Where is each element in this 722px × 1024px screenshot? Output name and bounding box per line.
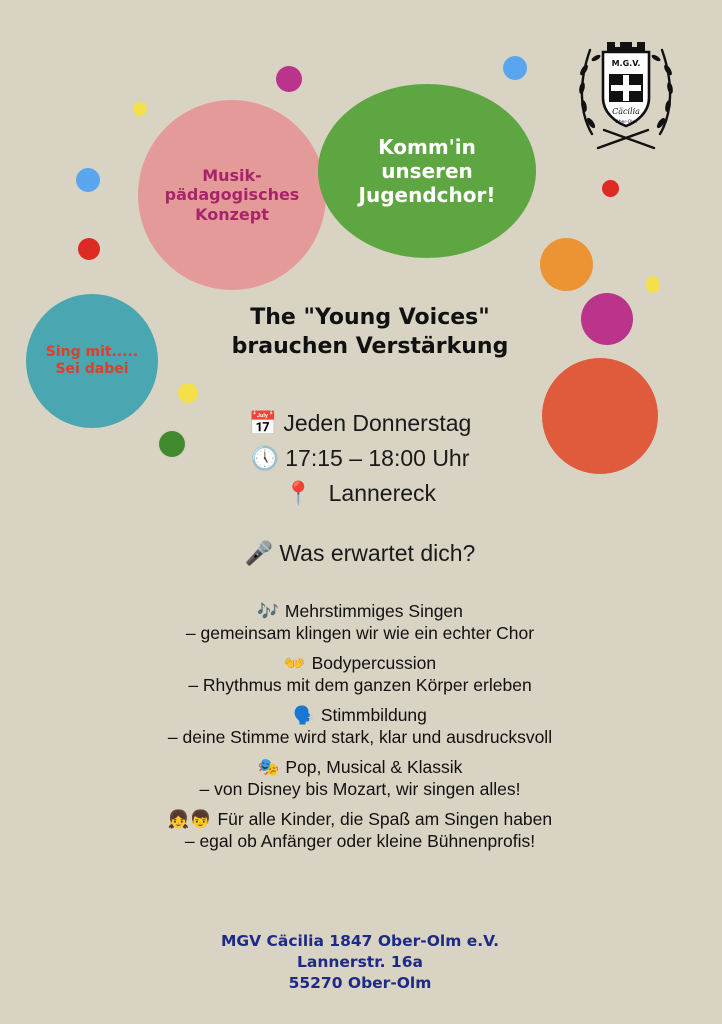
bubble-sing-along: Sing mit..... Sei dabei (26, 294, 158, 428)
bubble-join-choir: Komm'in unseren Jugendchor! (318, 84, 536, 258)
footer-city: 55270 Ober-Olm (288, 973, 432, 992)
footer-org: MGV Cäcilia 1847 Ober-Olm e.V. (220, 932, 500, 950)
headline (150, 303, 590, 361)
headline-line2: brauchen Verstärkung (231, 334, 509, 360)
feature-item (80, 809, 640, 852)
pin-icon: 📍 (283, 480, 313, 506)
decor-dot-yellow-right (646, 276, 660, 293)
section-title-text: Was erwartet dich? (279, 540, 476, 566)
children-icon: 👧👦 (167, 809, 212, 830)
feature-title: Stimmbildung (320, 705, 427, 726)
feature-item (80, 601, 640, 644)
feature-desc: – deine Stimme wird stark, klar und ausdrucksvoll (167, 726, 553, 747)
open-hands-icon: 👐 (283, 653, 306, 674)
feature-item (80, 705, 640, 748)
footer-street: Lannerstr. 16a (297, 952, 423, 971)
schedule-day-text: Jeden Donnerstag (283, 410, 472, 436)
schedule-day (150, 410, 570, 437)
schedule-time (150, 445, 570, 472)
feature-desc: – egal ob Anfänger oder kleine Bühnenprofis! (184, 830, 536, 851)
decor-dot-yellow-left (133, 102, 147, 116)
clock-icon: 🕔 (250, 445, 280, 471)
feature-desc: – gemeinsam klingen wir wie ein echter Chor (185, 622, 535, 643)
theater-masks-icon: 🎭 (257, 757, 280, 778)
speaking-head-icon: 🗣️ (293, 705, 315, 726)
decor-dot-red-right (602, 180, 619, 197)
logo-place: Ober-Olm (615, 120, 637, 125)
logo-top-text: M.G.V. (611, 59, 641, 68)
feature-list (80, 601, 640, 861)
choir-logo (574, 34, 678, 150)
section-title (150, 540, 570, 567)
logo-name: Cäcilia (612, 107, 640, 116)
feature-desc: – Rhythmus mit dem ganzen Körper erleben (188, 674, 532, 695)
decor-dot-blue-top (503, 56, 527, 80)
feature-title: Für alle Kinder, die Spaß am Singen haben (217, 809, 553, 830)
decor-dot-magenta-top (276, 66, 302, 92)
decor-dot-yellow-mid (178, 383, 198, 403)
headline-line1: The "Young Voices" (250, 305, 490, 330)
microphone-icon: 🎤 (244, 540, 274, 566)
schedule-place-text: Lannereck (328, 480, 437, 506)
schedule-time-text: 17:15 – 18:00 Uhr (285, 445, 470, 471)
music-notes-icon: 🎶 (257, 601, 279, 621)
feature-desc: – von Disney bis Mozart, wir singen alles! (199, 778, 521, 799)
decor-dot-blue-left (76, 168, 100, 192)
feature-title: Bodypercussion (311, 653, 437, 674)
decor-dot-red-left (78, 238, 100, 260)
decor-bubble-orange (540, 238, 593, 291)
calendar-icon: 📅 (248, 410, 278, 436)
bubble-music-concept: Musik- pädagogisches Konzept (138, 100, 326, 290)
feature-item (80, 757, 640, 800)
feature-title: Pop, Musical & Klassik (285, 757, 463, 778)
feature-item (80, 653, 640, 696)
footer-address (200, 931, 520, 994)
feature-title: Mehrstimmiges Singen (284, 601, 463, 621)
schedule-place (150, 480, 570, 507)
